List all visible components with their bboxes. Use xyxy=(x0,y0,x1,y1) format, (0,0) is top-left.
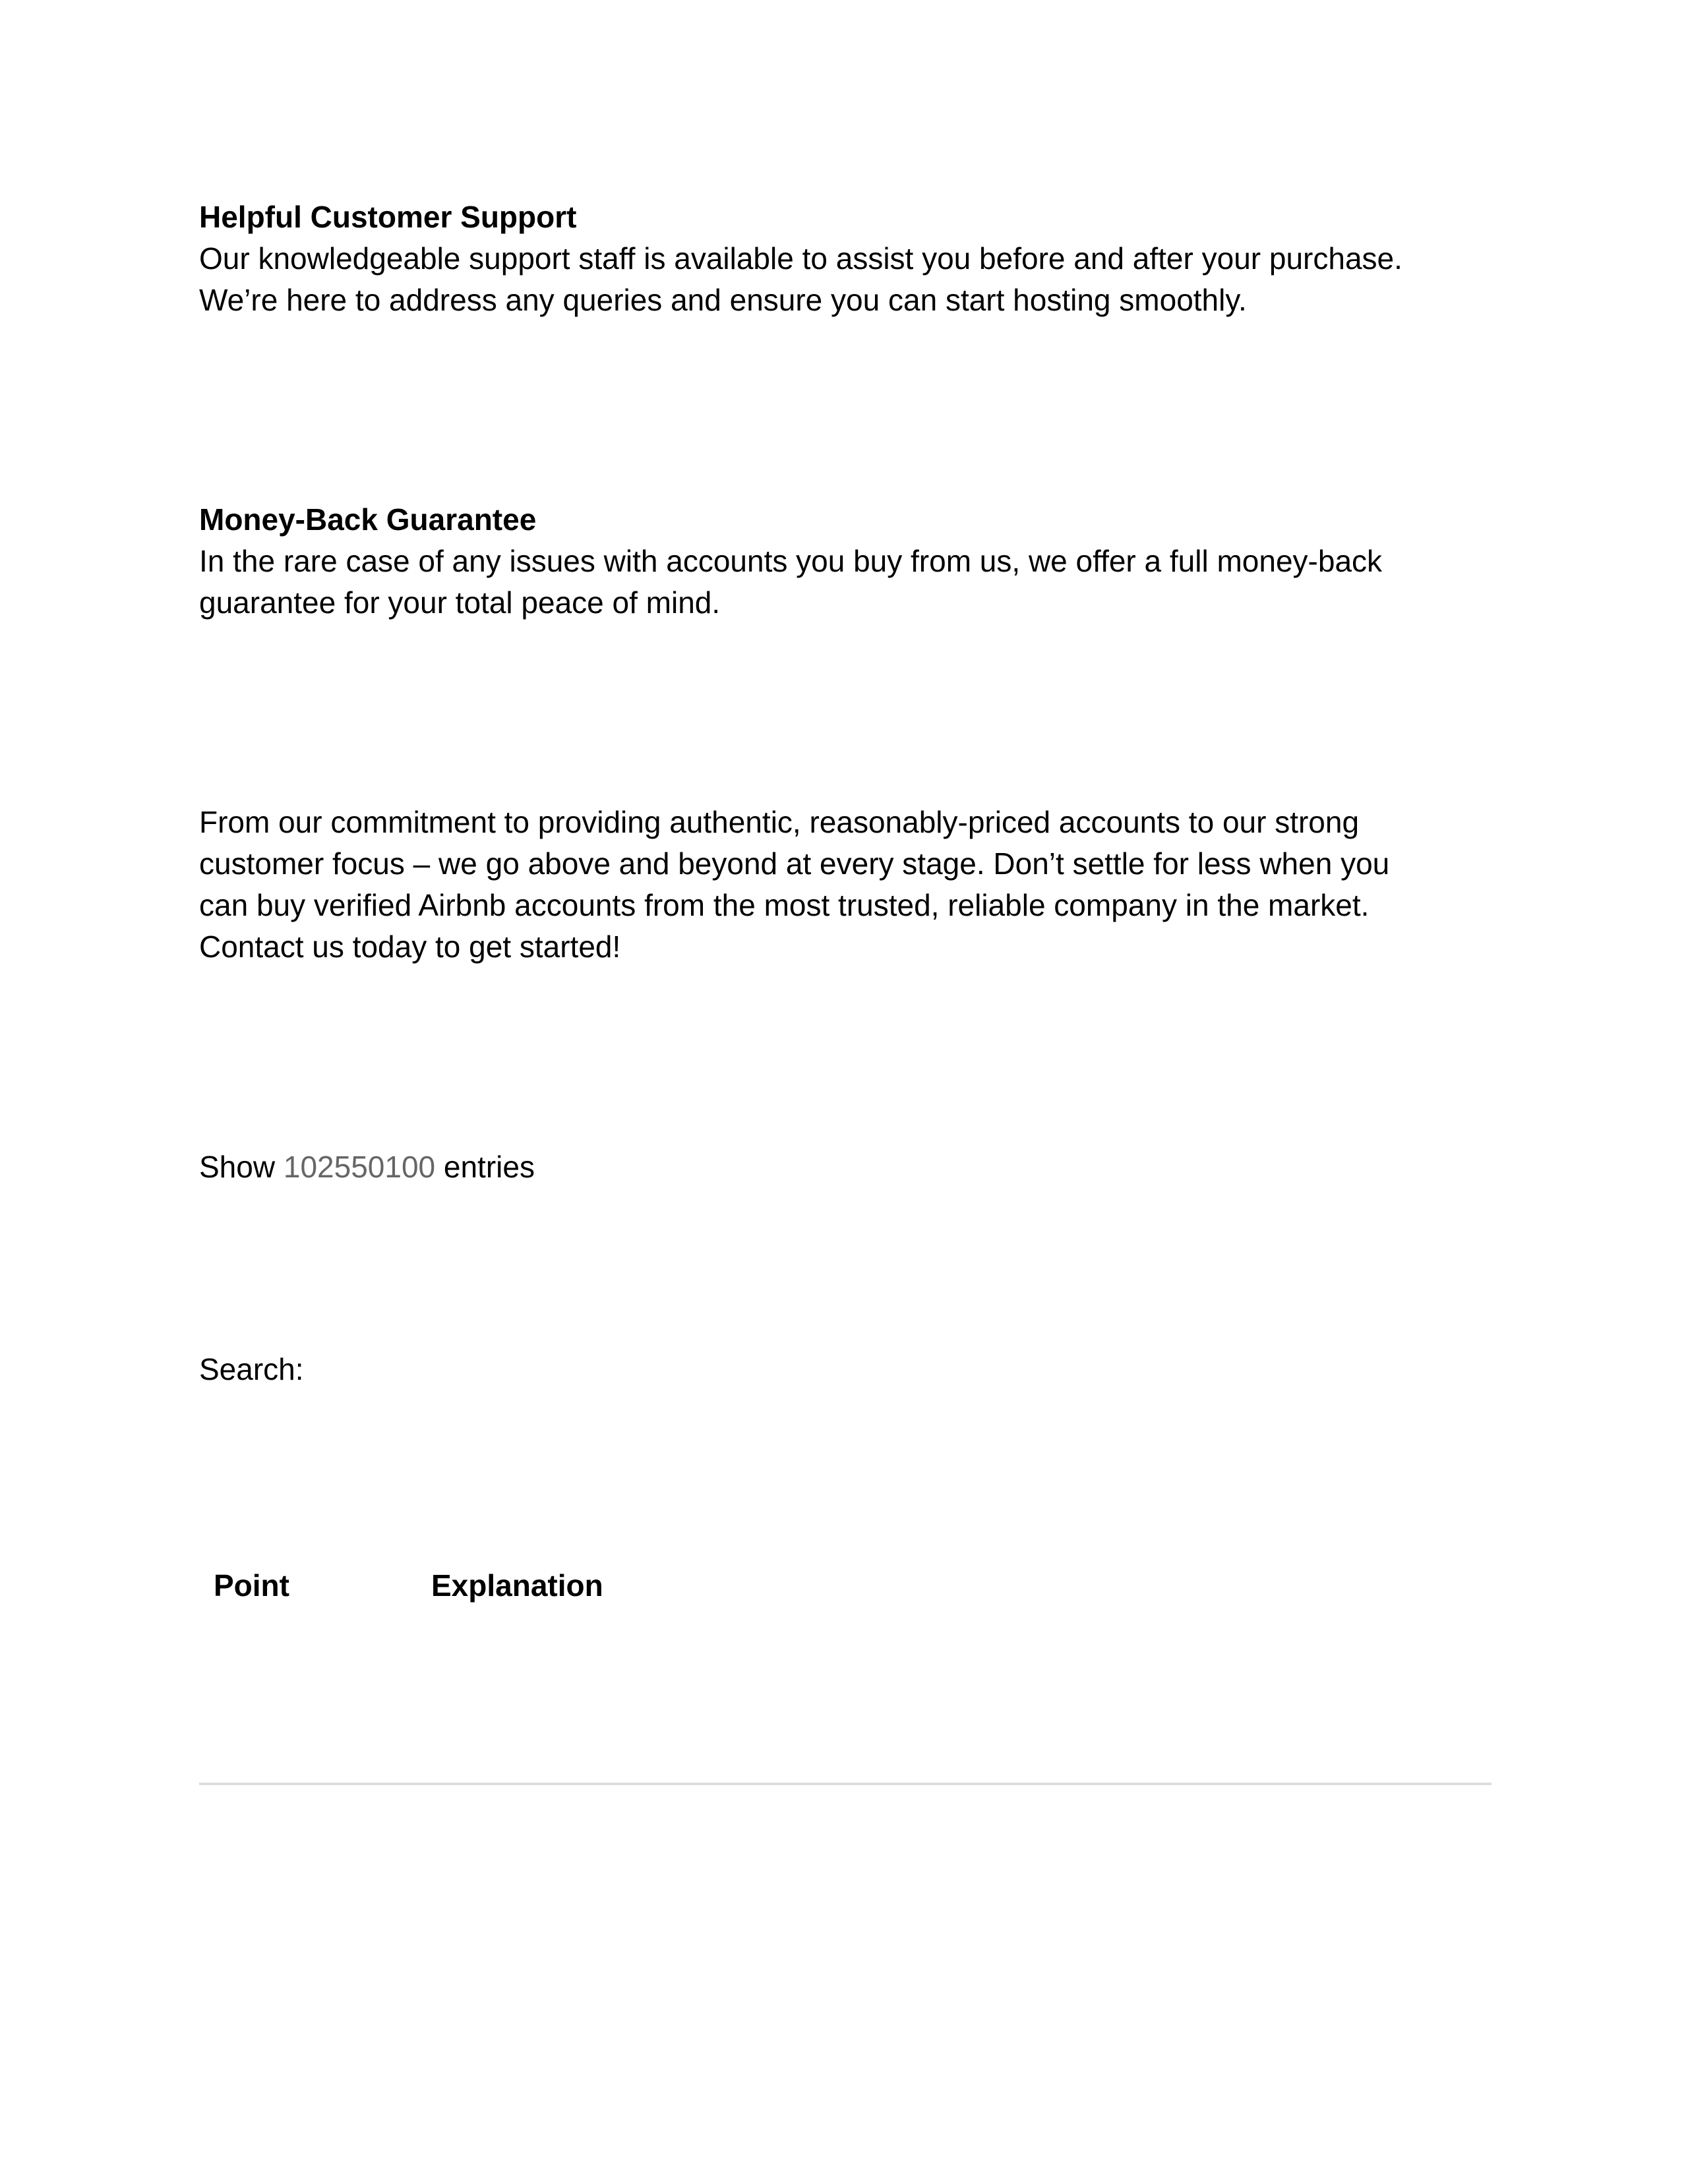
search-control xyxy=(199,1349,1505,1390)
column-header-explanation[interactable]: Explanation xyxy=(431,1568,603,1603)
section-text-line: We’re here to address any queries and ensure you can start hosting smoothly. xyxy=(199,283,1247,317)
section-text-line: guarantee for your total peace of mind. xyxy=(199,585,721,620)
show-label: Show xyxy=(199,1150,276,1184)
section-customer-support xyxy=(199,196,1505,321)
closing-line: customer focus – we go above and beyond at every stage. Don’t settle for less when you xyxy=(199,846,1390,881)
column-header-point[interactable]: Point xyxy=(214,1568,289,1603)
entries-length-control xyxy=(199,1146,1505,1188)
entries-label: entries xyxy=(443,1150,535,1184)
closing-line: From our commitment to providing authentic, reasonably-priced accounts to our strong xyxy=(199,805,1360,839)
search-label: Search: xyxy=(199,1352,304,1386)
section-text-line: In the rare case of any issues with accounts you buy from us, we offer a full money-back xyxy=(199,544,1383,578)
section-heading: Helpful Customer Support xyxy=(199,200,577,234)
section-money-back xyxy=(199,499,1505,624)
closing-paragraph xyxy=(199,802,1505,968)
closing-line: Contact us today to get started! xyxy=(199,930,621,964)
table-bottom-divider xyxy=(199,1783,1492,1785)
entries-length-select[interactable]: 102550100 xyxy=(283,1150,436,1184)
section-heading: Money-Back Guarantee xyxy=(199,502,537,537)
section-text-line: Our knowledgeable support staff is available to assist you before and after your purchase. xyxy=(199,241,1402,276)
closing-line: can buy verified Airbnb accounts from the most trusted, reliable company in the market. xyxy=(199,888,1370,922)
